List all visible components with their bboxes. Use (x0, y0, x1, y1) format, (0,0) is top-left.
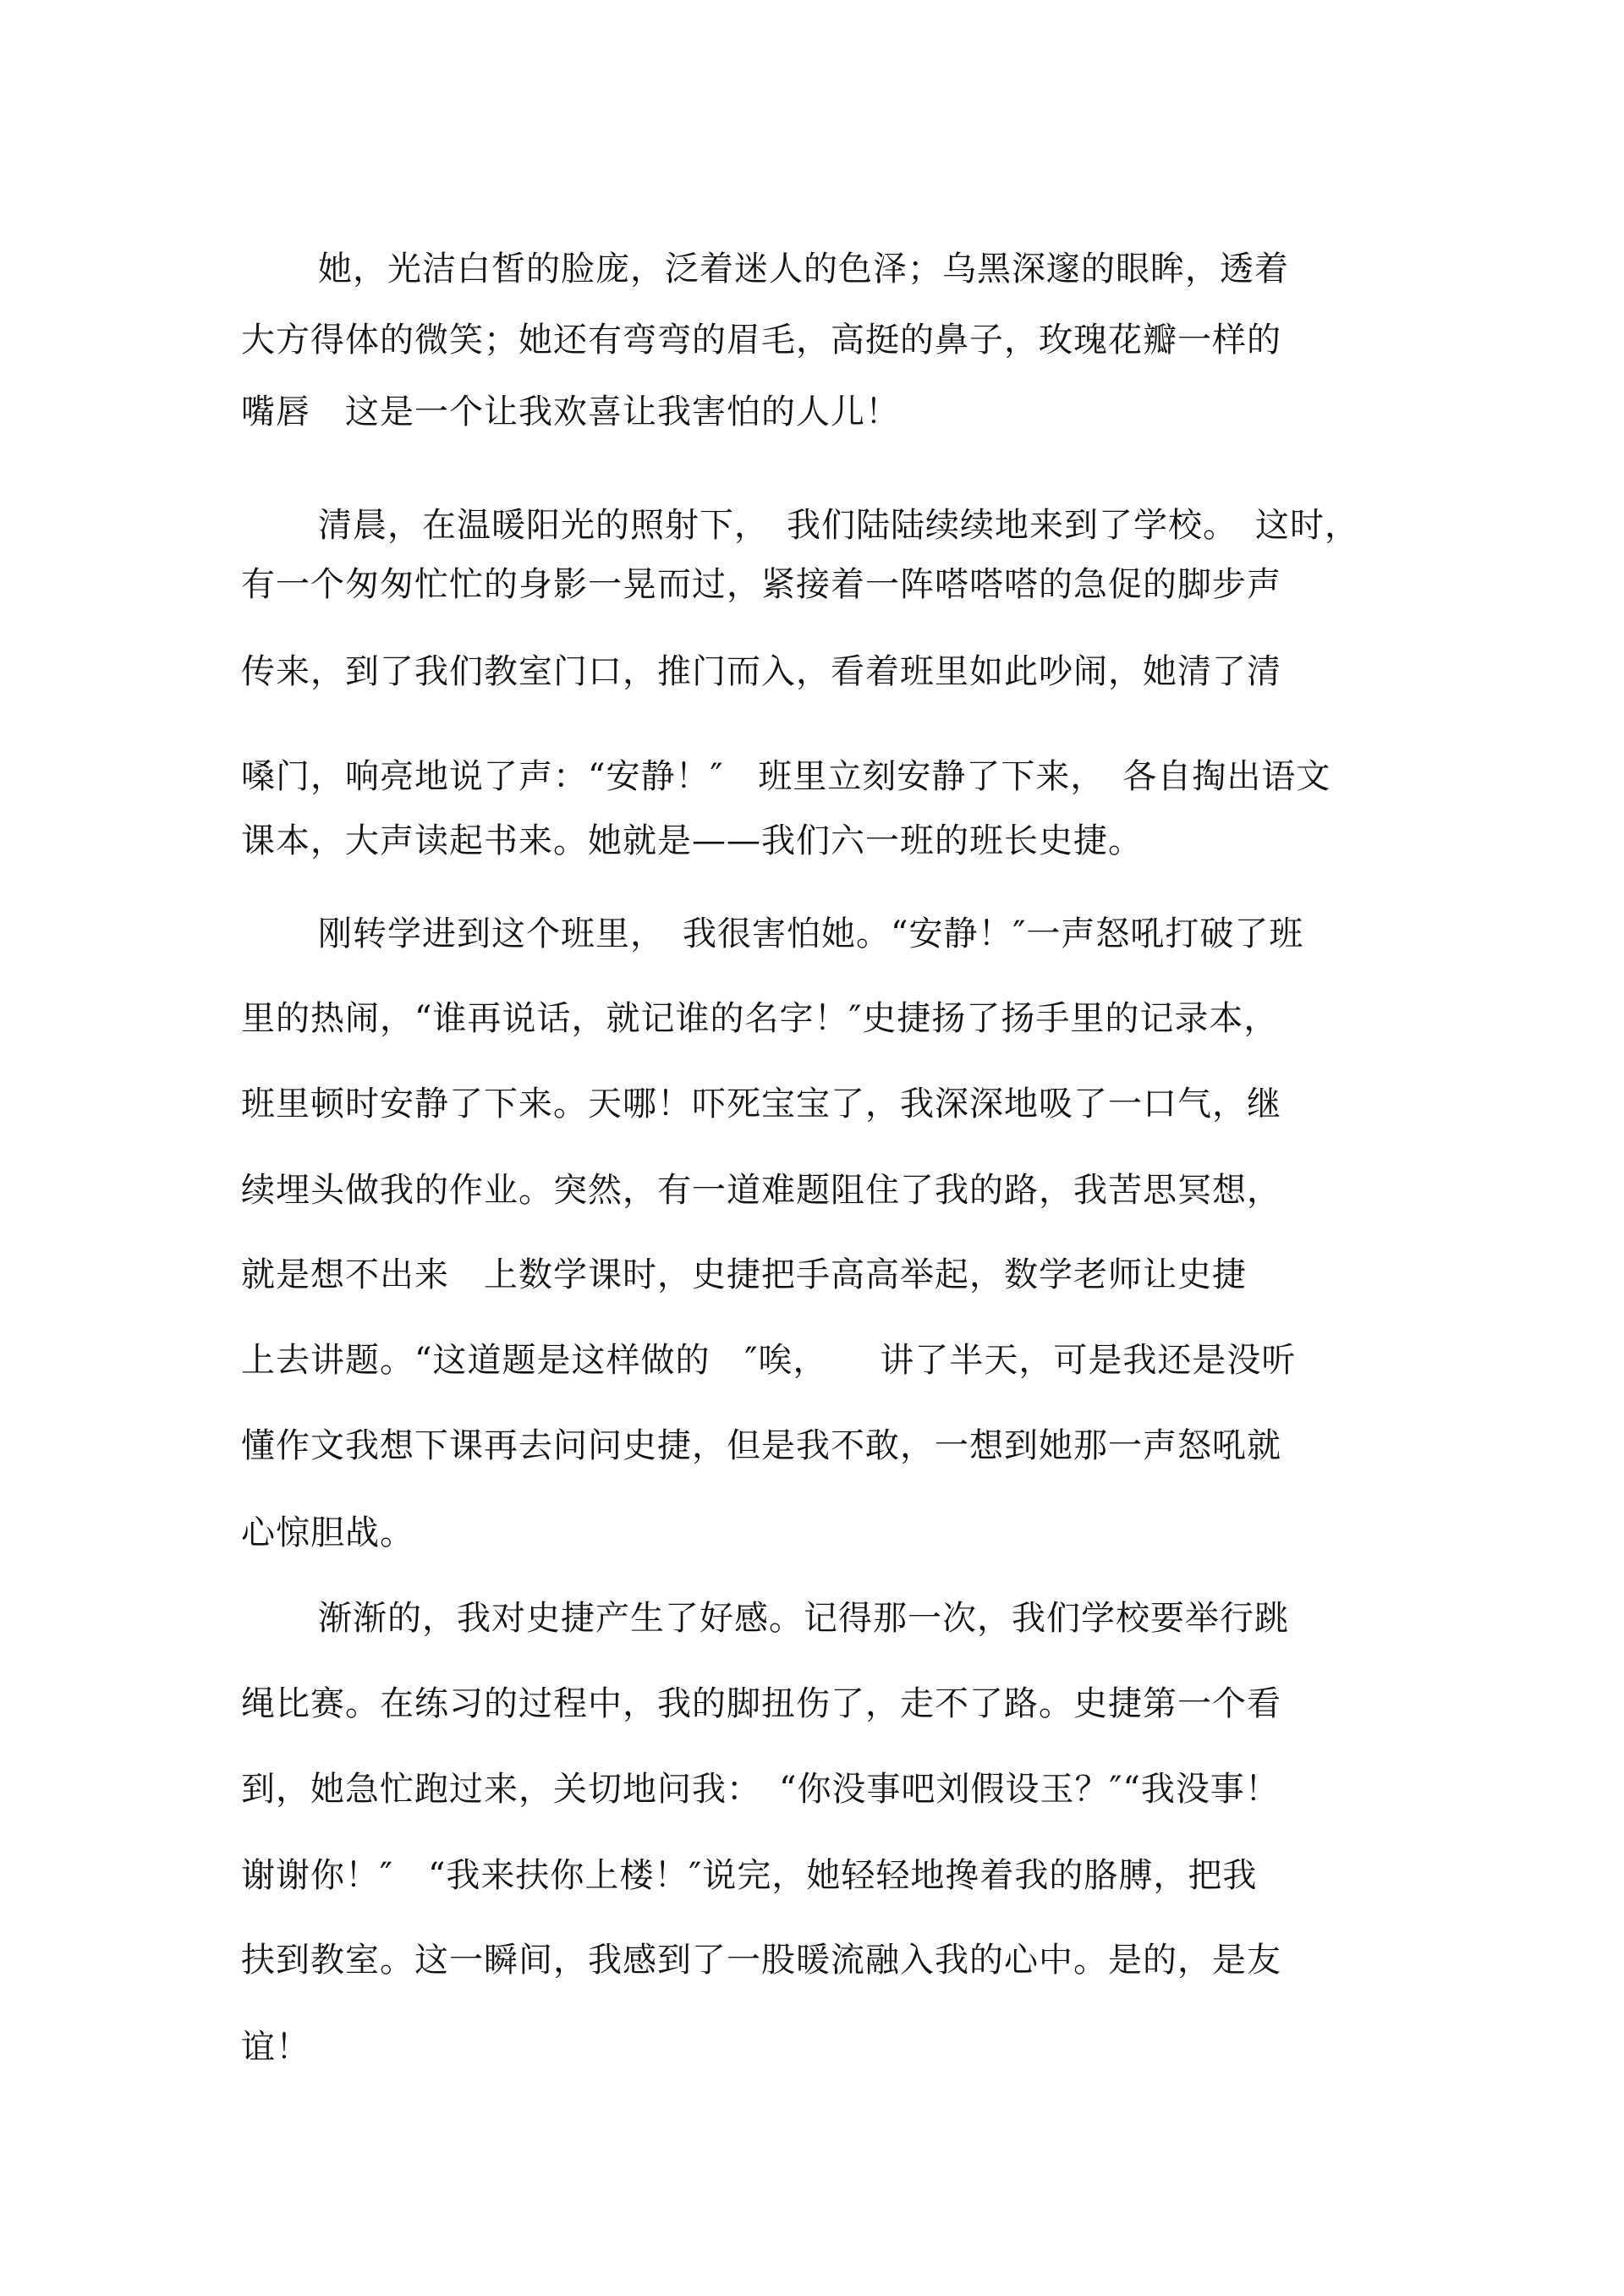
text-line: 懂作文我想下课再去问问史捷，但是我不敢，一想到她那一声怒吼就 (241, 1426, 1281, 1465)
text-line: 嗓门，响亮地说了声：“安静！″ 班里立刻安静了下来， 各自掏出语文 (241, 757, 1331, 796)
text-line: 嘴唇 这是一个让我欢喜让我害怕的人儿！ (241, 393, 900, 431)
text-line: 里的热闹，“谁再说话，就记谁的名字！″史捷扬了扬手里的记录本， (241, 999, 1279, 1038)
text-line: 有一个匆匆忙忙的身影一晃而过，紧接着一阵嗒嗒嗒的急促的脚步声 (241, 565, 1281, 604)
text-line: 她，光洁白皙的脸庞，泛着迷人的色泽；乌黑深邃的眼眸，透着 (318, 250, 1289, 288)
text-line: 就是想不出来 上数学课时，史捷把手高高举起，数学老师让史捷 (241, 1255, 1247, 1294)
text-line: 绳比赛。在练习的过程中，我的脚扭伤了，走不了路。史捷第一个看 (241, 1684, 1281, 1723)
text-line: 班里顿时安静了下来。天哪！吓死宝宝了，我深深地吸了一口气，继 (241, 1085, 1281, 1123)
text-line: 到，她急忙跑过来，关切地问我： “你没事吧刘假设玉？″“我没事！ (241, 1770, 1280, 1809)
text-line: 刚转学进到这个班里， 我很害怕她。“安静！″一声怒吼打破了班 (318, 915, 1304, 953)
text-line: 扶到教室。这一瞬间，我感到了一股暖流融入我的心中。是的，是友 (241, 1941, 1281, 1980)
text-line: 上去讲题。“这道题是这样做的 ″唉， 讲了半天，可是我还是没听 (241, 1341, 1297, 1380)
text-line: 谢谢你！″ “我来扶你上楼！″说完，她轻轻地搀着我的胳膊，把我 (241, 1856, 1258, 1895)
text-line: 谊！ (241, 2028, 310, 2067)
text-line: 传来，到了我们教室门口，推门而入，看着班里如此吵闹，她清了清 (241, 652, 1281, 691)
text-line: 课本，大声读起书来。她就是——我们六一班的班长史捷。 (241, 821, 1143, 860)
text-line: 续埋头做我的作业。突然，有一道难题阻住了我的路，我苦思冥想， (241, 1171, 1281, 1210)
text-line: 心惊胆战。 (241, 1513, 414, 1552)
text-line: 清晨，在温暖阳光的照射下， 我们陆陆续续地来到了学校。 这时， (318, 506, 1359, 545)
text-line: 渐渐的，我对史捷产生了好感。记得那一次，我们学校要举行跳 (318, 1599, 1289, 1638)
text-line: 大方得体的微笑；她还有弯弯的眉毛，高挺的鼻子，玫瑰花瓣一样的 (241, 321, 1281, 360)
